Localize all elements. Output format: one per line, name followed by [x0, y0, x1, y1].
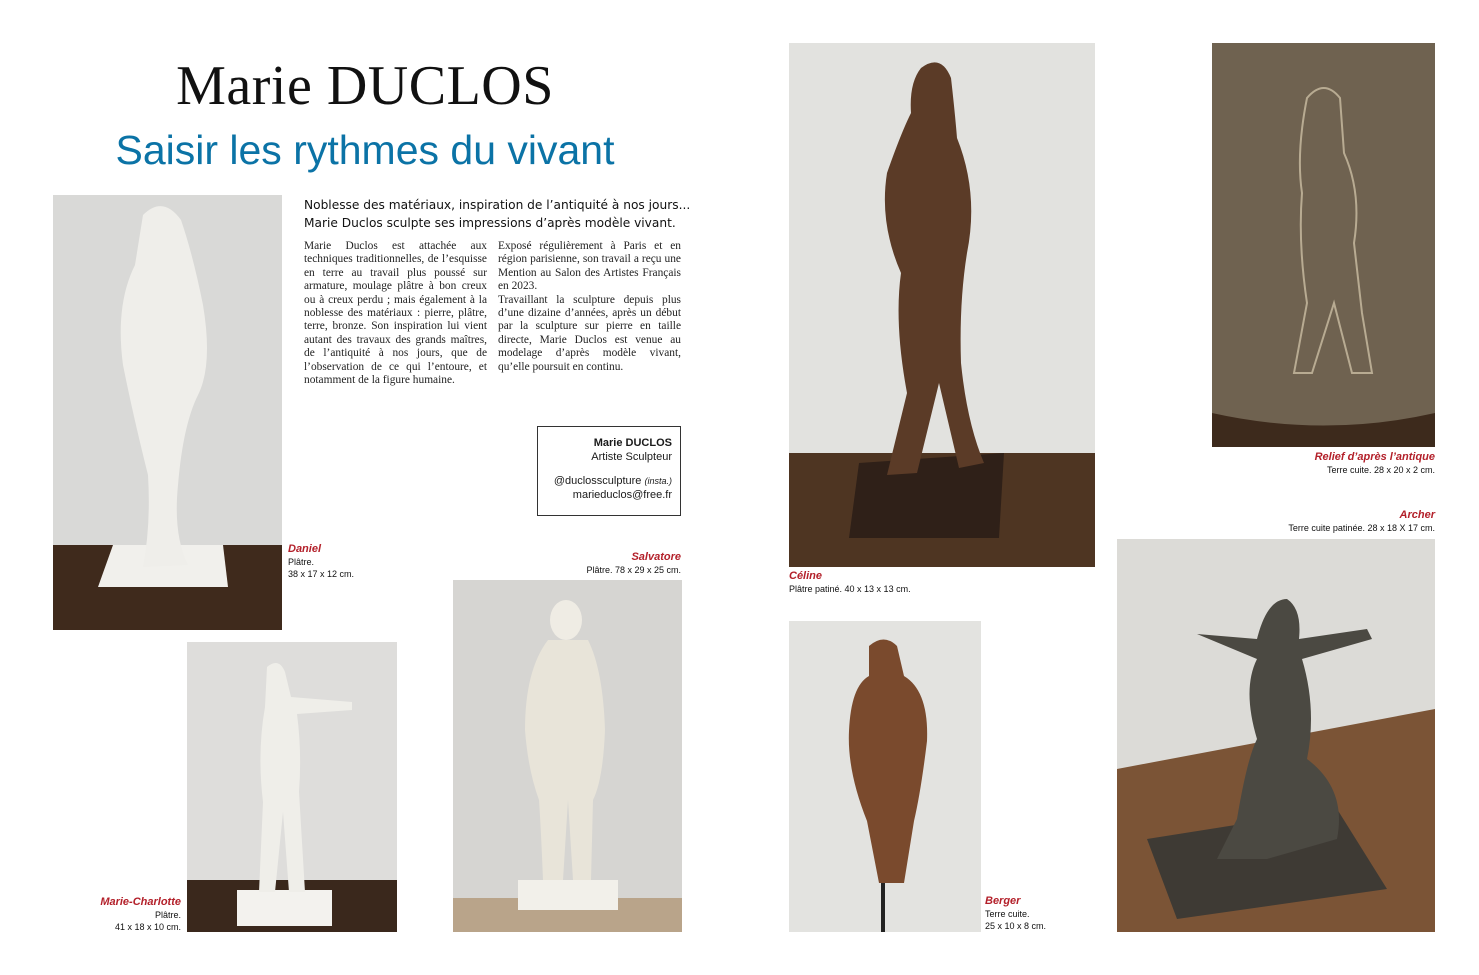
- caption-line: Terre cuite.: [985, 909, 1030, 919]
- caption-line: 41 x 18 x 10 cm.: [114, 922, 181, 932]
- caption-line: 38 x 17 x 12 cm.: [288, 569, 355, 579]
- caption-celine: [789, 570, 911, 595]
- body-paragraph: Exposé régulièrement à Paris et en région parisienne, son travail a reçu une Mention au Salon des Artistes Français en 2023.: [498, 240, 681, 293]
- caption-title: Archer: [1399, 509, 1435, 521]
- photo-marie-charlotte: [187, 642, 397, 932]
- caption-title: Céline: [789, 570, 823, 582]
- caption-line: Plâtre.: [288, 557, 315, 567]
- caption-line: Terre cuite. 28 x 20 x 2 cm.: [1326, 465, 1435, 475]
- instagram-handle[interactable]: @duclossculpture: [553, 475, 642, 487]
- page-title: Marie DUCLOS: [176, 55, 554, 117]
- photo-relief: [1212, 43, 1435, 447]
- contact-email[interactable]: marieduclos@free.fr: [572, 489, 672, 501]
- page-subtitle: Saisir les rythmes du vivant: [115, 127, 615, 173]
- caption-title: Marie-Charlotte: [100, 896, 181, 908]
- caption-title: Berger: [985, 895, 1021, 907]
- caption-marie-charlotte: [60, 896, 181, 933]
- body-column-2: [498, 240, 681, 374]
- caption-line: Plâtre patiné. 40 x 13 x 13 cm.: [789, 584, 911, 594]
- body-paragraph: Travaillant la sculpture depuis plus d’une dizaine d’années, après un début par la sculpture sur pierre en taille directe, Marie Duclos est venue au modelage d’après modèle vivant, qu’elle poursuit en continu.: [498, 293, 681, 373]
- lead-line: Noblesse des matériaux, inspiration de l’antiquité à nos jours...: [304, 198, 691, 212]
- contact-instagram: [538, 474, 672, 488]
- photo-celine: [789, 43, 1095, 567]
- caption-title: Daniel: [288, 543, 322, 555]
- photo-daniel: [53, 195, 282, 630]
- body-column-1: [304, 240, 487, 387]
- caption-line: Terre cuite patinée. 28 x 18 X 17 cm.: [1288, 523, 1435, 533]
- caption-archer: [1235, 509, 1435, 534]
- contact-role: Artiste Sculpteur: [591, 451, 672, 463]
- body-paragraph: Marie Duclos est attachée aux techniques traditionnelles, de l’esquisse en terre au travail plus poussé sur armature, moulage plâtre à bon creux ou à creux perdu ; mais également à la noblesse des matériaux : pierre, plâtre, terre, bronze. Son inspiration lui vient autant des travaux des grands maîtres, de l’antiquité à nos jours, que de l’observation de ce qui l’entoure, et notamment de la figure humaine.: [304, 240, 487, 387]
- photo-archer: [1117, 539, 1435, 932]
- instagram-note: (insta.): [644, 476, 672, 486]
- lead-text: [304, 196, 704, 232]
- caption-daniel: [288, 543, 354, 580]
- contact-card: [537, 426, 681, 516]
- caption-berger: [985, 895, 1046, 932]
- caption-relief: [1234, 451, 1435, 476]
- photo-salvatore: [453, 580, 682, 932]
- caption-title: Salvatore: [631, 551, 681, 563]
- caption-line: Plâtre. 78 x 29 x 25 cm.: [586, 565, 681, 575]
- photo-berger: [789, 621, 981, 932]
- caption-title: Relief d’après l’antique: [1314, 451, 1435, 463]
- caption-line: Plâtre.: [154, 910, 181, 920]
- caption-line: 25 x 10 x 8 cm.: [985, 921, 1047, 931]
- contact-name: Marie DUCLOS: [593, 437, 672, 449]
- caption-salvatore: [500, 551, 681, 576]
- lead-line: Marie Duclos sculpte ses impressions d’après modèle vivant.: [304, 216, 676, 230]
